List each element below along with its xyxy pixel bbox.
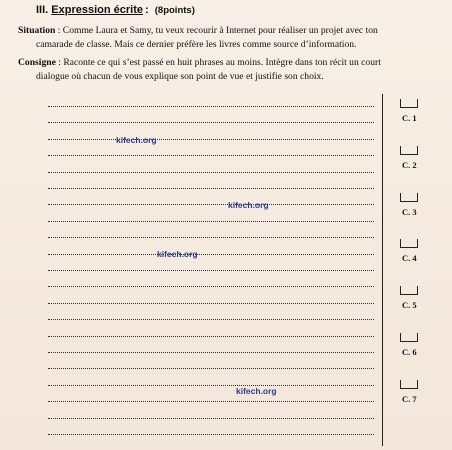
criterion-label: C. 2 — [402, 159, 417, 170]
situation-text-line-2: camarade de classe. Mais ce dernier préfère les livres comme source d’information. — [36, 39, 357, 50]
criterion-label: C. 5 — [402, 300, 417, 311]
criterion-label: C. 3 — [402, 206, 417, 217]
answer-line[interactable] — [48, 155, 374, 156]
consigne-text-line-1: : Raconte ce qui s’est passé en huit phrases au moins. Intègre dans ton récit un court — [55, 57, 381, 68]
answer-line[interactable] — [48, 188, 374, 189]
answer-line[interactable] — [48, 139, 374, 140]
answer-line[interactable] — [48, 401, 374, 402]
situation-paragraph — [18, 24, 423, 52]
answer-line[interactable] — [48, 385, 374, 386]
answer-line[interactable] — [48, 106, 374, 107]
section-number: III. — [36, 4, 49, 16]
answer-line[interactable] — [48, 204, 374, 205]
answer-line[interactable] — [48, 122, 374, 123]
margin-divider — [382, 94, 383, 446]
section-title: Expression écrite — [51, 4, 144, 16]
answer-writing-area[interactable] — [48, 100, 374, 440]
answer-line[interactable] — [48, 172, 374, 173]
watermark-text: kifech.org — [236, 386, 277, 396]
score-box[interactable] — [400, 146, 418, 155]
score-box[interactable] — [400, 333, 418, 342]
answer-line[interactable] — [48, 319, 374, 320]
answer-line[interactable] — [48, 270, 374, 271]
score-box[interactable] — [400, 380, 418, 389]
answer-line[interactable] — [48, 221, 374, 222]
situation-label: Situation — [18, 25, 56, 36]
score-box[interactable] — [400, 193, 418, 202]
consigne-label: Consigne — [18, 57, 56, 68]
criterion-label: C. 4 — [402, 253, 417, 264]
criterion-label: C. 7 — [402, 393, 417, 404]
section-points: (8points) — [154, 5, 195, 16]
answer-line[interactable] — [48, 352, 374, 353]
situation-text-line-1: : Comme Laura et Samy, tu veux recourir à Internet pour réaliser un projet avec ton — [55, 25, 378, 36]
watermark-text: kifech.org — [228, 200, 269, 210]
answer-line[interactable] — [48, 286, 374, 287]
answer-line[interactable] — [48, 237, 374, 238]
score-box[interactable] — [400, 99, 418, 108]
answer-line[interactable] — [48, 303, 374, 304]
answer-line[interactable] — [48, 418, 374, 419]
section-colon: : — [145, 4, 149, 16]
criterion-label: C. 1 — [402, 113, 417, 123]
score-box[interactable] — [400, 286, 418, 295]
watermark-text: kifech.org — [116, 135, 157, 145]
answer-line[interactable] — [48, 368, 374, 369]
answer-line[interactable] — [48, 434, 374, 435]
section-header — [36, 4, 195, 16]
consigne-text-line-2: dialogue où chacun de vous explique son point de vue et justifie son choix. — [36, 71, 324, 82]
answer-line[interactable] — [48, 254, 374, 255]
criterion-label: C. 6 — [402, 347, 417, 357]
score-box[interactable] — [400, 239, 418, 248]
watermark-text: kifech.org — [157, 249, 198, 259]
answer-line[interactable] — [48, 336, 374, 337]
consigne-paragraph — [18, 56, 423, 84]
